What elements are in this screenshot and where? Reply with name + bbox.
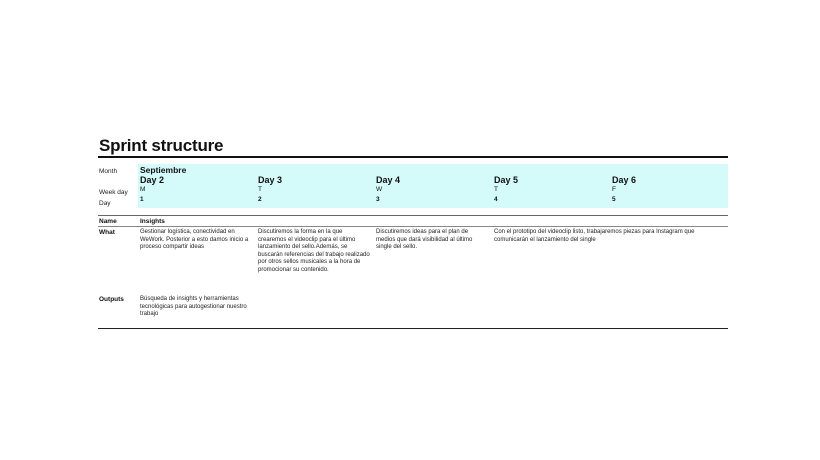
day-number: 4: [494, 196, 498, 203]
week-day-label: Week day: [99, 189, 128, 196]
day-name: Day 6: [612, 175, 637, 185]
day-name: Day 3: [258, 175, 283, 185]
month-label: Month: [99, 168, 118, 175]
day-label: Day: [99, 200, 111, 207]
what-cell: Gestionar logística, conectividad en WeWork. Posterior a esto damos inicio a proceso compartir ideas: [140, 229, 249, 251]
day-column: [258, 175, 368, 203]
day-name: Day 5: [494, 175, 519, 185]
day-number: 1: [140, 196, 144, 203]
day-number: 5: [612, 196, 616, 203]
table-bottom-rule: [98, 328, 728, 329]
outputs-cell: Búsqueda de insights y herramientas tecnológicas para autogestionar nuestro trabajo: [140, 296, 247, 318]
outputs-label: Outputs: [99, 296, 124, 303]
day-name: Day 4: [376, 175, 401, 185]
week-day-value: F: [612, 186, 616, 193]
what-cell: Discutiremos ideas para el plan de medios que dará visibilidad al último single del sello.: [376, 229, 473, 251]
day-column: [376, 175, 486, 203]
what-cell: Discutiremos la forma en la que crearemos el videoclip para el último lanzamiento del sello.Además, se buscarán referencias del trabajo realizado por otros sellos musicales a la hora de promocionar su contenido.: [258, 229, 370, 273]
what-cell: Con el prototipo del videoclip listo, trabajaremos piezas para Instagram que comunicarán el lanzamiento del single: [494, 229, 695, 243]
day-column: [612, 175, 722, 203]
week-day-value: M: [140, 186, 146, 193]
page-title: Sprint structure: [99, 136, 224, 155]
name-value: Insights: [140, 218, 165, 225]
week-day-value: T: [494, 186, 498, 193]
week-day-value: T: [258, 186, 262, 193]
table-divider: [98, 215, 728, 216]
week-day-value: W: [376, 186, 383, 193]
name-label: Name: [99, 218, 117, 225]
day-number: 3: [376, 196, 380, 203]
month-value: Septiembre: [140, 165, 187, 175]
day-column: [140, 175, 250, 203]
what-label: What: [99, 229, 115, 236]
day-column: [494, 175, 604, 203]
day-number: 2: [258, 196, 262, 203]
table-divider: [98, 226, 728, 227]
title-divider: [98, 156, 728, 158]
day-name: Day 2: [140, 175, 165, 185]
